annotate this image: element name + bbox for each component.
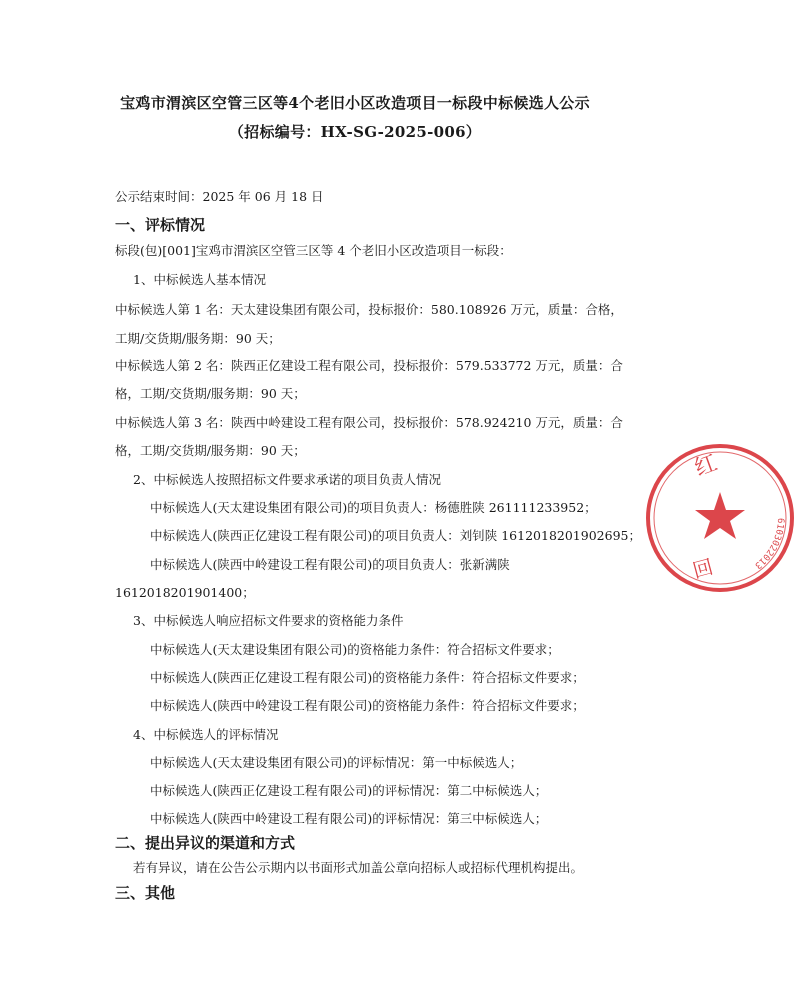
notice-end-time: 公示结束时间：2025 年 06 月 18 日 [115, 189, 324, 204]
evaluation-2: 中标候选人(陕西正亿建设工程有限公司)的评标情况：第二中标候选人； [150, 783, 548, 798]
candidate-1-line-1: 中标候选人第 1 名：天太建设集团有限公司，投标报价：580.108926 万元，质量：合格， [115, 302, 623, 317]
official-seal-stamp [640, 438, 800, 598]
seal-text-top: 红 [691, 450, 721, 482]
seal-serial-number: 6103022013 [752, 517, 786, 571]
qualification-1: 中标候选人(天太建设集团有限公司)的资格能力条件：符合招标文件要求； [150, 642, 560, 657]
section-heading-objections: 二、提出异议的渠道和方式 [115, 834, 296, 852]
section-heading-other: 三、其他 [115, 884, 176, 902]
candidate-3-line-1: 中标候选人第 3 名：陕西中岭建设工程有限公司，投标报价：578.924210 万元，质量：合 [115, 415, 623, 430]
candidate-1-line-2: 工期/交货期/服务期：90 天； [115, 331, 281, 346]
candidate-2-line-2: 格，工期/交货期/服务期：90 天； [115, 386, 306, 401]
objection-text: 若有异议，请在公告公示期内以书面形式加盖公章向招标人或招标代理机构提出。 [133, 860, 584, 875]
seal-star-icon [695, 492, 745, 539]
manager-2: 中标候选人(陕西正亿建设工程有限公司)的项目负责人：刘钊陕 1612018201902695； [150, 528, 641, 543]
evaluation-3: 中标候选人(陕西中岭建设工程有限公司)的评标情况：第三中标候选人； [150, 811, 548, 826]
subheading-evaluation: 4、中标候选人的评标情况 [133, 727, 279, 742]
document-title: 宝鸡市渭滨区空管三区等4个老旧小区改造项目一标段中标候选人公示 [120, 94, 590, 112]
qualification-3: 中标候选人(陕西中岭建设工程有限公司)的资格能力条件：符合招标文件要求； [150, 698, 585, 713]
candidate-3-line-2: 格，工期/交货期/服务期：90 天； [115, 443, 306, 458]
manager-1: 中标候选人(天太建设集团有限公司)的项目负责人：杨德胜陕 261111233952； [150, 500, 597, 515]
package-line: 标段(包)[001]宝鸡市渭滨区空管三区等 4 个老旧小区改造项目一标段： [115, 243, 512, 258]
subheading-project-managers: 2、中标候选人按照招标文件要求承诺的项目负责人情况 [133, 472, 441, 487]
qualification-2: 中标候选人(陕西正亿建设工程有限公司)的资格能力条件：符合招标文件要求； [150, 670, 585, 685]
manager-3-line-2: 1612018201901400； [115, 585, 255, 600]
seal-text-bottom: 回 [690, 554, 716, 583]
bid-number: （招标编号：HX-SG-2025-006） [228, 123, 482, 141]
evaluation-1: 中标候选人(天太建设集团有限公司)的评标情况：第一中标候选人； [150, 755, 523, 770]
subheading-qualification: 3、中标候选人响应招标文件要求的资格能力条件 [133, 613, 404, 628]
section-heading-evaluation: 一、评标情况 [115, 216, 206, 234]
candidate-2-line-1: 中标候选人第 2 名：陕西正亿建设工程有限公司，投标报价：579.533772 万元，质量：合 [115, 358, 623, 373]
subheading-basic-info: 1、中标候选人基本情况 [133, 272, 266, 287]
manager-3-line-1: 中标候选人(陕西中岭建设工程有限公司)的项目负责人：张新满陕 [150, 557, 510, 572]
